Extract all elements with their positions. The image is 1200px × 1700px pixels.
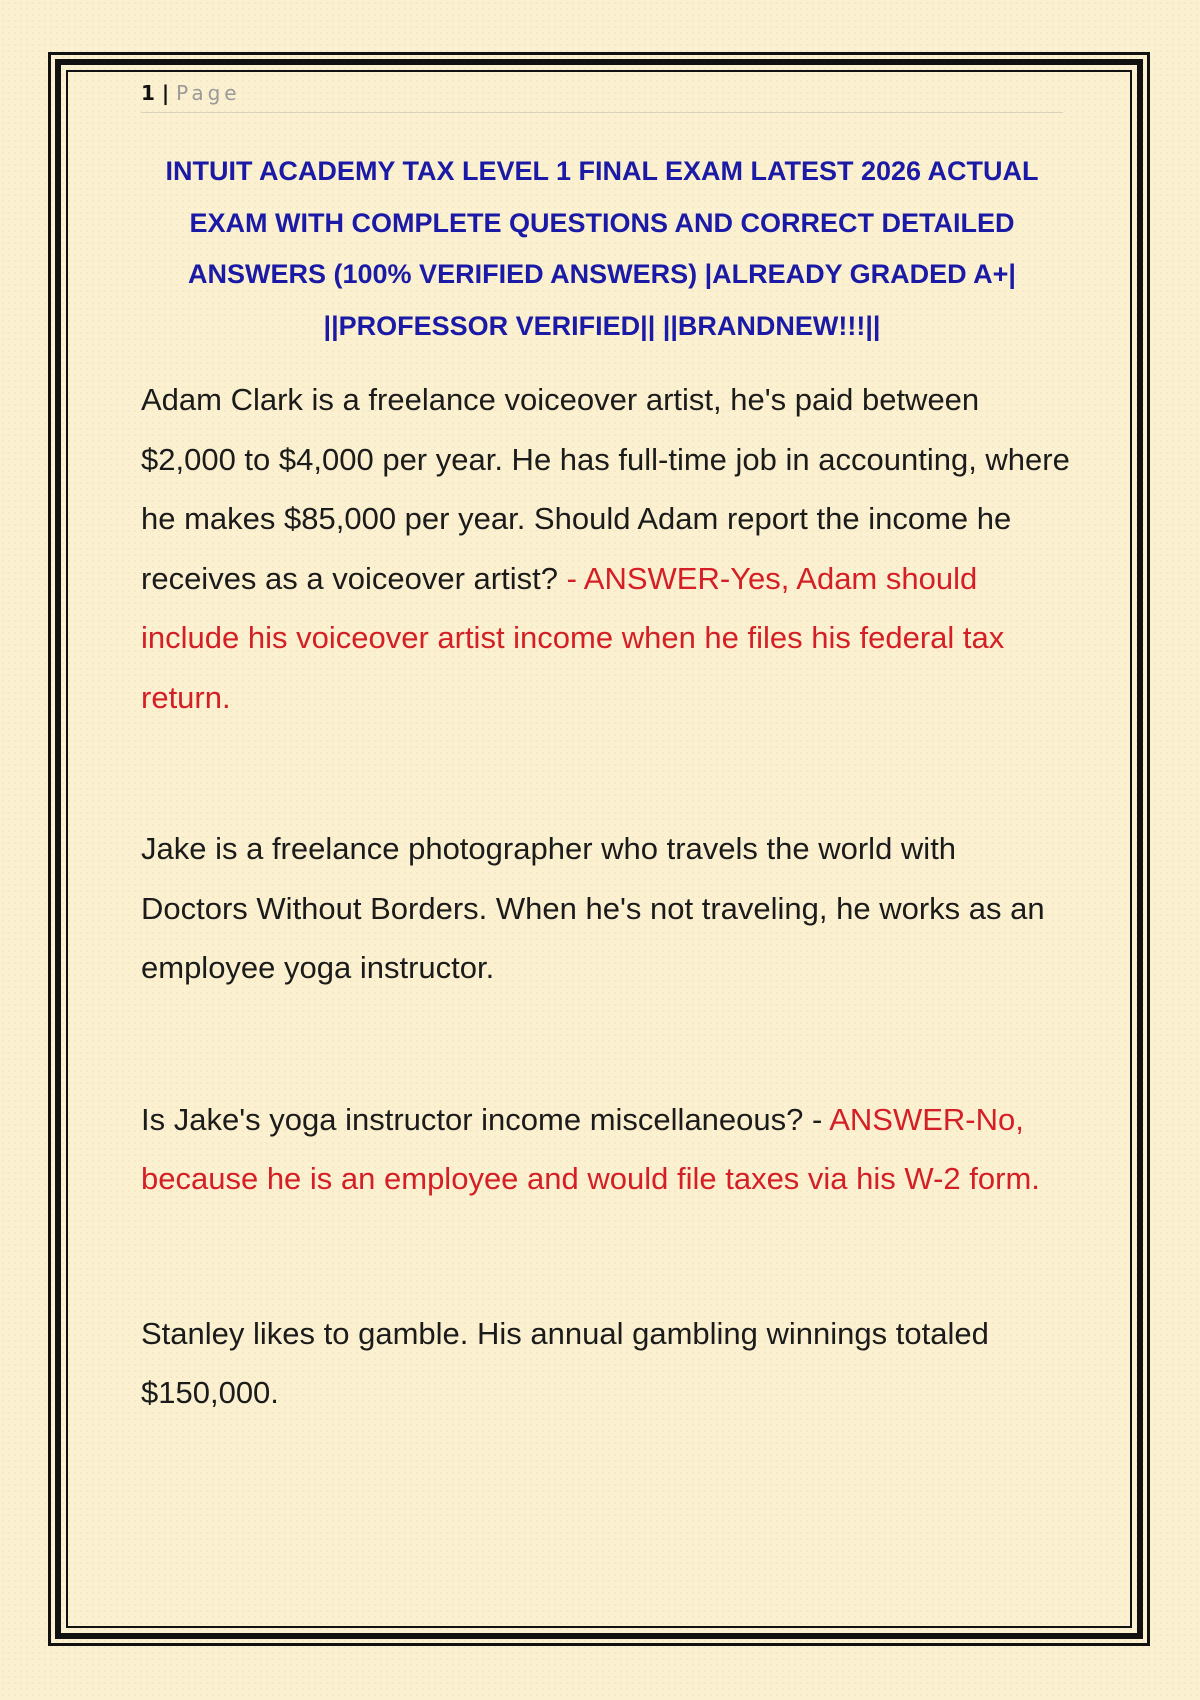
question-text: Is Jake's yoga instructor income miscellaneous? - [141, 1101, 830, 1137]
page-header [141, 80, 1063, 113]
qa-item [141, 819, 1071, 998]
page-separator: | [154, 81, 177, 105]
page-label: Page [176, 81, 241, 105]
qa-item [141, 1090, 1071, 1209]
document-title: INTUIT ACADEMY TAX LEVEL 1 FINAL EXAM LATEST 2026 ACTUAL EXAM WITH COMPLETE QUESTIONS AND CORRECT DETAILED ANSWERS (100% VERIFIED ANSWERS) |ALREADY GRADED A+| ||PROFESSOR VERIFIED|| ||BRANDNEW!!!|| [165, 156, 1039, 341]
answer-text: ANSWER-No, because he is an employee and would file taxes via his W-2 form. [141, 1101, 1040, 1196]
spacer [141, 998, 1071, 1090]
page-number: 1 [141, 81, 155, 105]
qa-item [141, 1304, 1071, 1423]
question-text: Adam Clark is a freelance voiceover artist, he's paid between $2,000 to $4,000 per year. He has full-time job in accounting, where he makes $85,000 per year. Should Adam report the income he receives as a voiceover artist? [141, 382, 1070, 596]
question-text: Stanley likes to gamble. His annual gambling winnings totaled $150,000. [141, 1315, 989, 1410]
spacer [141, 727, 1071, 819]
question-text: Jake is a freelance photographer who travels the world with Doctors Without Borders. When he's not traveling, he works as an employee yoga instructor. [141, 831, 1045, 985]
spacer [141, 1209, 1071, 1304]
document-body [141, 370, 1071, 1423]
answer-text: - ANSWER-Yes, Adam should include his voiceover artist income when he files his federal tax return. [141, 560, 1005, 715]
qa-item [141, 370, 1071, 727]
